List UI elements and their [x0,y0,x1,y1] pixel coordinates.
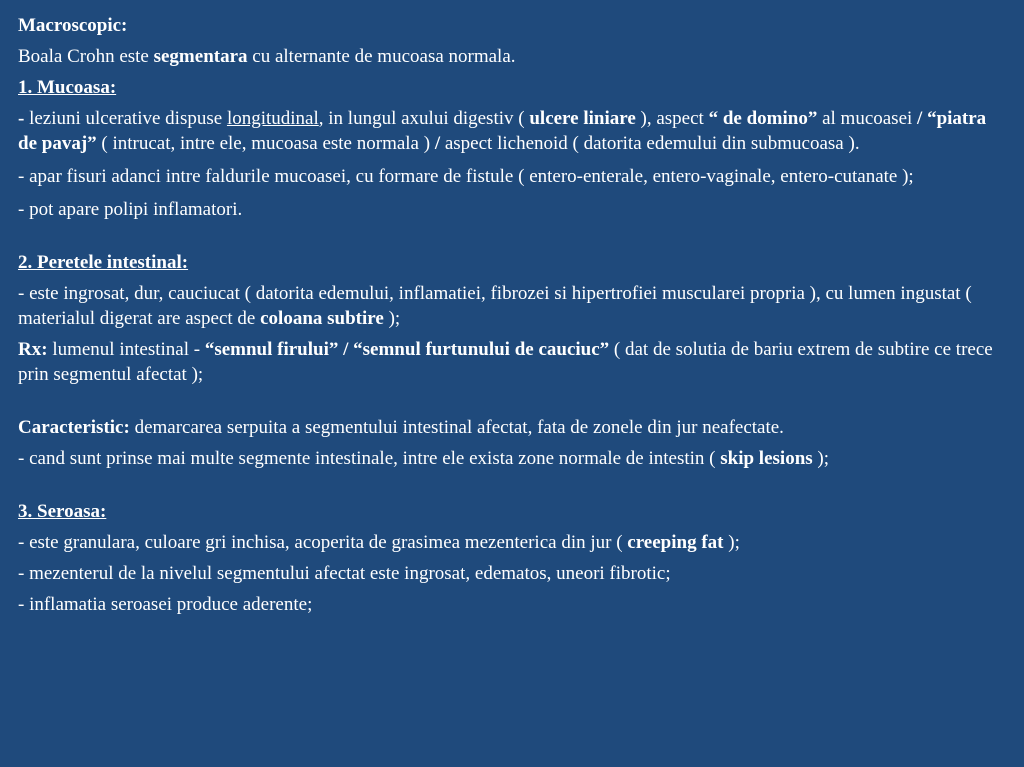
bold-text: creeping fat [627,532,724,553]
text: lumenul intestinal - [47,339,205,360]
text: - este granulara, culoare gri inchisa, acoperita de grasimea mezenterica din jur ( [18,532,628,553]
heading-text: 1. Mucoasa: [18,77,117,98]
paragraph-peretele-1 [18,281,1002,331]
text: ), aspect [635,108,709,129]
bold-text: / “piatra de pavaj” [18,108,987,154]
spacer [18,222,1002,250]
paragraph-mucoasa-1 [18,106,1002,156]
section-heading-seroasa [18,499,1002,524]
rx-label: Rx: [18,339,48,360]
caracteristic-label: Caracteristic: [18,417,130,438]
paragraph-seroasa-3: - inflamatia seroasei produce aderente; [18,594,313,615]
paragraph-rx [18,337,1002,387]
paragraph-mucoasa-2: - apar fisuri adanci intre faldurile mucoasei, cu formare de fistule ( entero-enterale, entero-vaginale, entero-cutanate ); [18,166,914,187]
text: leziuni ulcerative dispuse [29,108,227,129]
section-heading-mucoasa [18,75,1002,100]
text: Boala Crohn este [18,46,154,67]
spacer [18,387,1002,415]
text: ( intrucat, intre ele, mucoasa este normala ) [96,133,435,154]
spacer [18,471,1002,499]
paragraph-intro [18,44,1002,69]
bold-text: / [434,133,441,154]
text: - cand sunt prinse mai multe segmente intestinale, intre ele exista zone normale de intestin ( [18,448,721,469]
text: , in lungul axului digestiv ( [318,108,530,129]
paragraph-seroasa-1 [18,530,1002,555]
text: ( dat de solutia de bariu extrem de subtire ce trece prin segmentul afectat ); [18,339,993,385]
heading-text: 2. Peretele intestinal: [18,252,189,273]
dash: - [18,108,30,129]
heading-text: Macroscopic: [18,15,128,36]
paragraph-caracteristic [18,415,1002,440]
bold-text: skip lesions [720,448,813,469]
bold-text: ulcere liniare [529,108,636,129]
bold-text: “ de domino” [708,108,818,129]
text: ); [723,532,740,553]
bold-text: coloana subtire [260,308,384,329]
underlined-text: longitudinal [226,108,319,129]
text: aspect lichenoid ( datorita edemului din submucoasa ). [440,133,860,154]
heading-text: 3. Seroasa: [18,501,107,522]
text: al mucoasei [817,108,918,129]
text: - este ingrosat, dur, cauciucat ( datorita edemului, inflamatiei, fibrozei si hipertrofiei muscularei propria ), cu lumen ingustat ( materialul digerat are aspect de [18,283,972,329]
section-heading-macroscopic [18,13,1002,38]
text: ); [812,448,830,469]
section-heading-peretele [18,250,1002,275]
text: ); [383,308,401,329]
paragraph-mucoasa-3: - pot apare polipi inflamatori. [18,199,243,220]
text: cu alternante de mucoasa normala. [247,46,516,67]
paragraph-seroasa-2: - mezenterul de la nivelul segmentului afectat este ingrosat, edematos, uneori fibrotic; [18,563,671,584]
bold-text: “semnul firului” / “semnul furtunului de cauciuc” [204,339,610,360]
bold-text: segmentara [153,46,248,67]
paragraph-caracteristic-2 [18,446,1002,471]
text: demarcarea serpuita a segmentului intestinal afectat, fata de zonele din jur neafectate. [129,417,784,438]
